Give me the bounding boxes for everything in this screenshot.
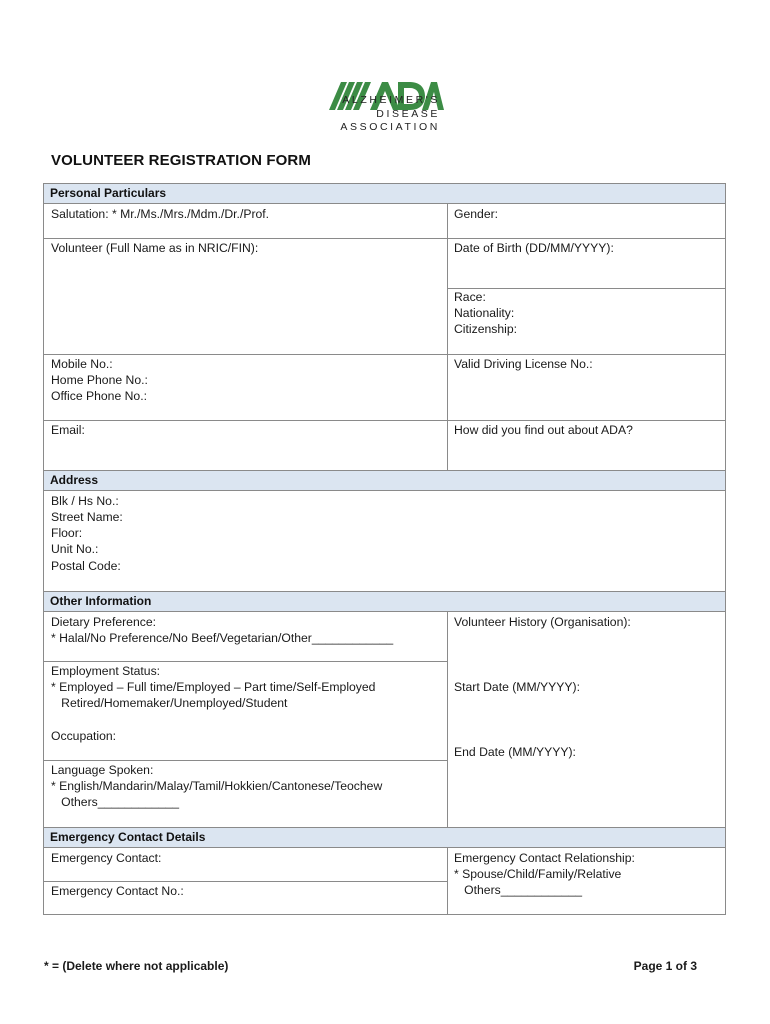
logo-line: ALZHEIMER'S	[342, 94, 440, 106]
section-other-information: Other Information	[44, 591, 725, 612]
section-address: Address	[44, 470, 725, 491]
footer-note: * = (Delete where not applicable)	[44, 959, 229, 973]
salutation-field[interactable]: Salutation: * Mr./Ms./Mrs./Mdm./Dr./Prof.	[51, 207, 270, 221]
row-divider	[44, 881, 447, 882]
row-divider	[44, 354, 725, 355]
dietary-options[interactable]: * Halal/No Preference/No Beef/Vegetarian/Other____________	[51, 631, 394, 645]
find-out-field[interactable]: How did you find out about ADA?	[454, 423, 633, 437]
logo-wordmark	[326, 94, 440, 135]
employment-options-cont[interactable]: Retired/Homemaker/Unemployed/Student	[51, 696, 288, 710]
dietary-label: Dietary Preference:	[51, 615, 156, 629]
race-field[interactable]: Race:	[454, 290, 486, 304]
form-title: VOLUNTEER REGISTRATION FORM	[51, 152, 311, 169]
logo-line: ASSOCIATION	[340, 121, 440, 133]
office-phone-field[interactable]: Office Phone No.:	[51, 389, 147, 403]
row-divider	[447, 288, 725, 289]
floor-field[interactable]: Floor:	[51, 526, 83, 540]
home-phone-field[interactable]: Home Phone No.:	[51, 373, 148, 387]
relationship-options[interactable]: * Spouse/Child/Family/Relative	[454, 867, 622, 881]
section-emergency-contact: Emergency Contact Details	[44, 827, 725, 848]
postal-code-field[interactable]: Postal Code:	[51, 559, 121, 573]
occupation-field[interactable]: Occupation:	[51, 729, 117, 743]
page-number: Page 1 of 3	[633, 959, 697, 973]
unit-field[interactable]: Unit No.:	[51, 542, 99, 556]
start-date-field[interactable]: Start Date (MM/YYYY):	[454, 680, 580, 694]
street-field[interactable]: Street Name:	[51, 510, 123, 524]
row-divider	[44, 420, 725, 421]
language-options[interactable]: * English/Mandarin/Malay/Tamil/Hokkien/Cantonese/Teochew	[51, 779, 383, 793]
language-others[interactable]: Others____________	[51, 795, 180, 809]
column-divider	[447, 848, 448, 914]
email-field[interactable]: Email:	[51, 423, 85, 437]
relationship-label: Emergency Contact Relationship:	[454, 851, 635, 865]
emergency-contact-no-field[interactable]: Emergency Contact No.:	[51, 884, 184, 898]
employment-options[interactable]: * Employed – Full time/Employed – Part time/Self-Employed	[51, 680, 376, 694]
blk-field[interactable]: Blk / Hs No.:	[51, 494, 119, 508]
employment-label: Employment Status:	[51, 664, 161, 678]
gender-field[interactable]: Gender:	[454, 207, 499, 221]
mobile-field[interactable]: Mobile No.:	[51, 357, 113, 371]
citizenship-field[interactable]: Citizenship:	[454, 322, 517, 336]
end-date-field[interactable]: End Date (MM/YYYY):	[454, 745, 576, 759]
relationship-others[interactable]: Others____________	[454, 883, 583, 897]
column-divider	[447, 612, 448, 827]
nationality-field[interactable]: Nationality:	[454, 306, 515, 320]
column-divider	[447, 204, 448, 470]
driving-license-field[interactable]: Valid Driving License No.:	[454, 357, 593, 371]
row-divider	[44, 661, 447, 662]
language-label: Language Spoken:	[51, 763, 154, 777]
row-divider	[44, 238, 725, 239]
volunteer-name-field[interactable]: Volunteer (Full Name as in NRIC/FIN):	[51, 241, 259, 255]
logo-line: DISEASE	[376, 107, 440, 120]
volunteer-history-field[interactable]: Volunteer History (Organisation):	[454, 615, 631, 629]
date-of-birth-field[interactable]: Date of Birth (DD/MM/YYYY):	[454, 241, 614, 255]
row-divider	[44, 760, 447, 761]
section-personal-particulars: Personal Particulars	[44, 183, 725, 204]
emergency-contact-field[interactable]: Emergency Contact:	[51, 851, 162, 865]
